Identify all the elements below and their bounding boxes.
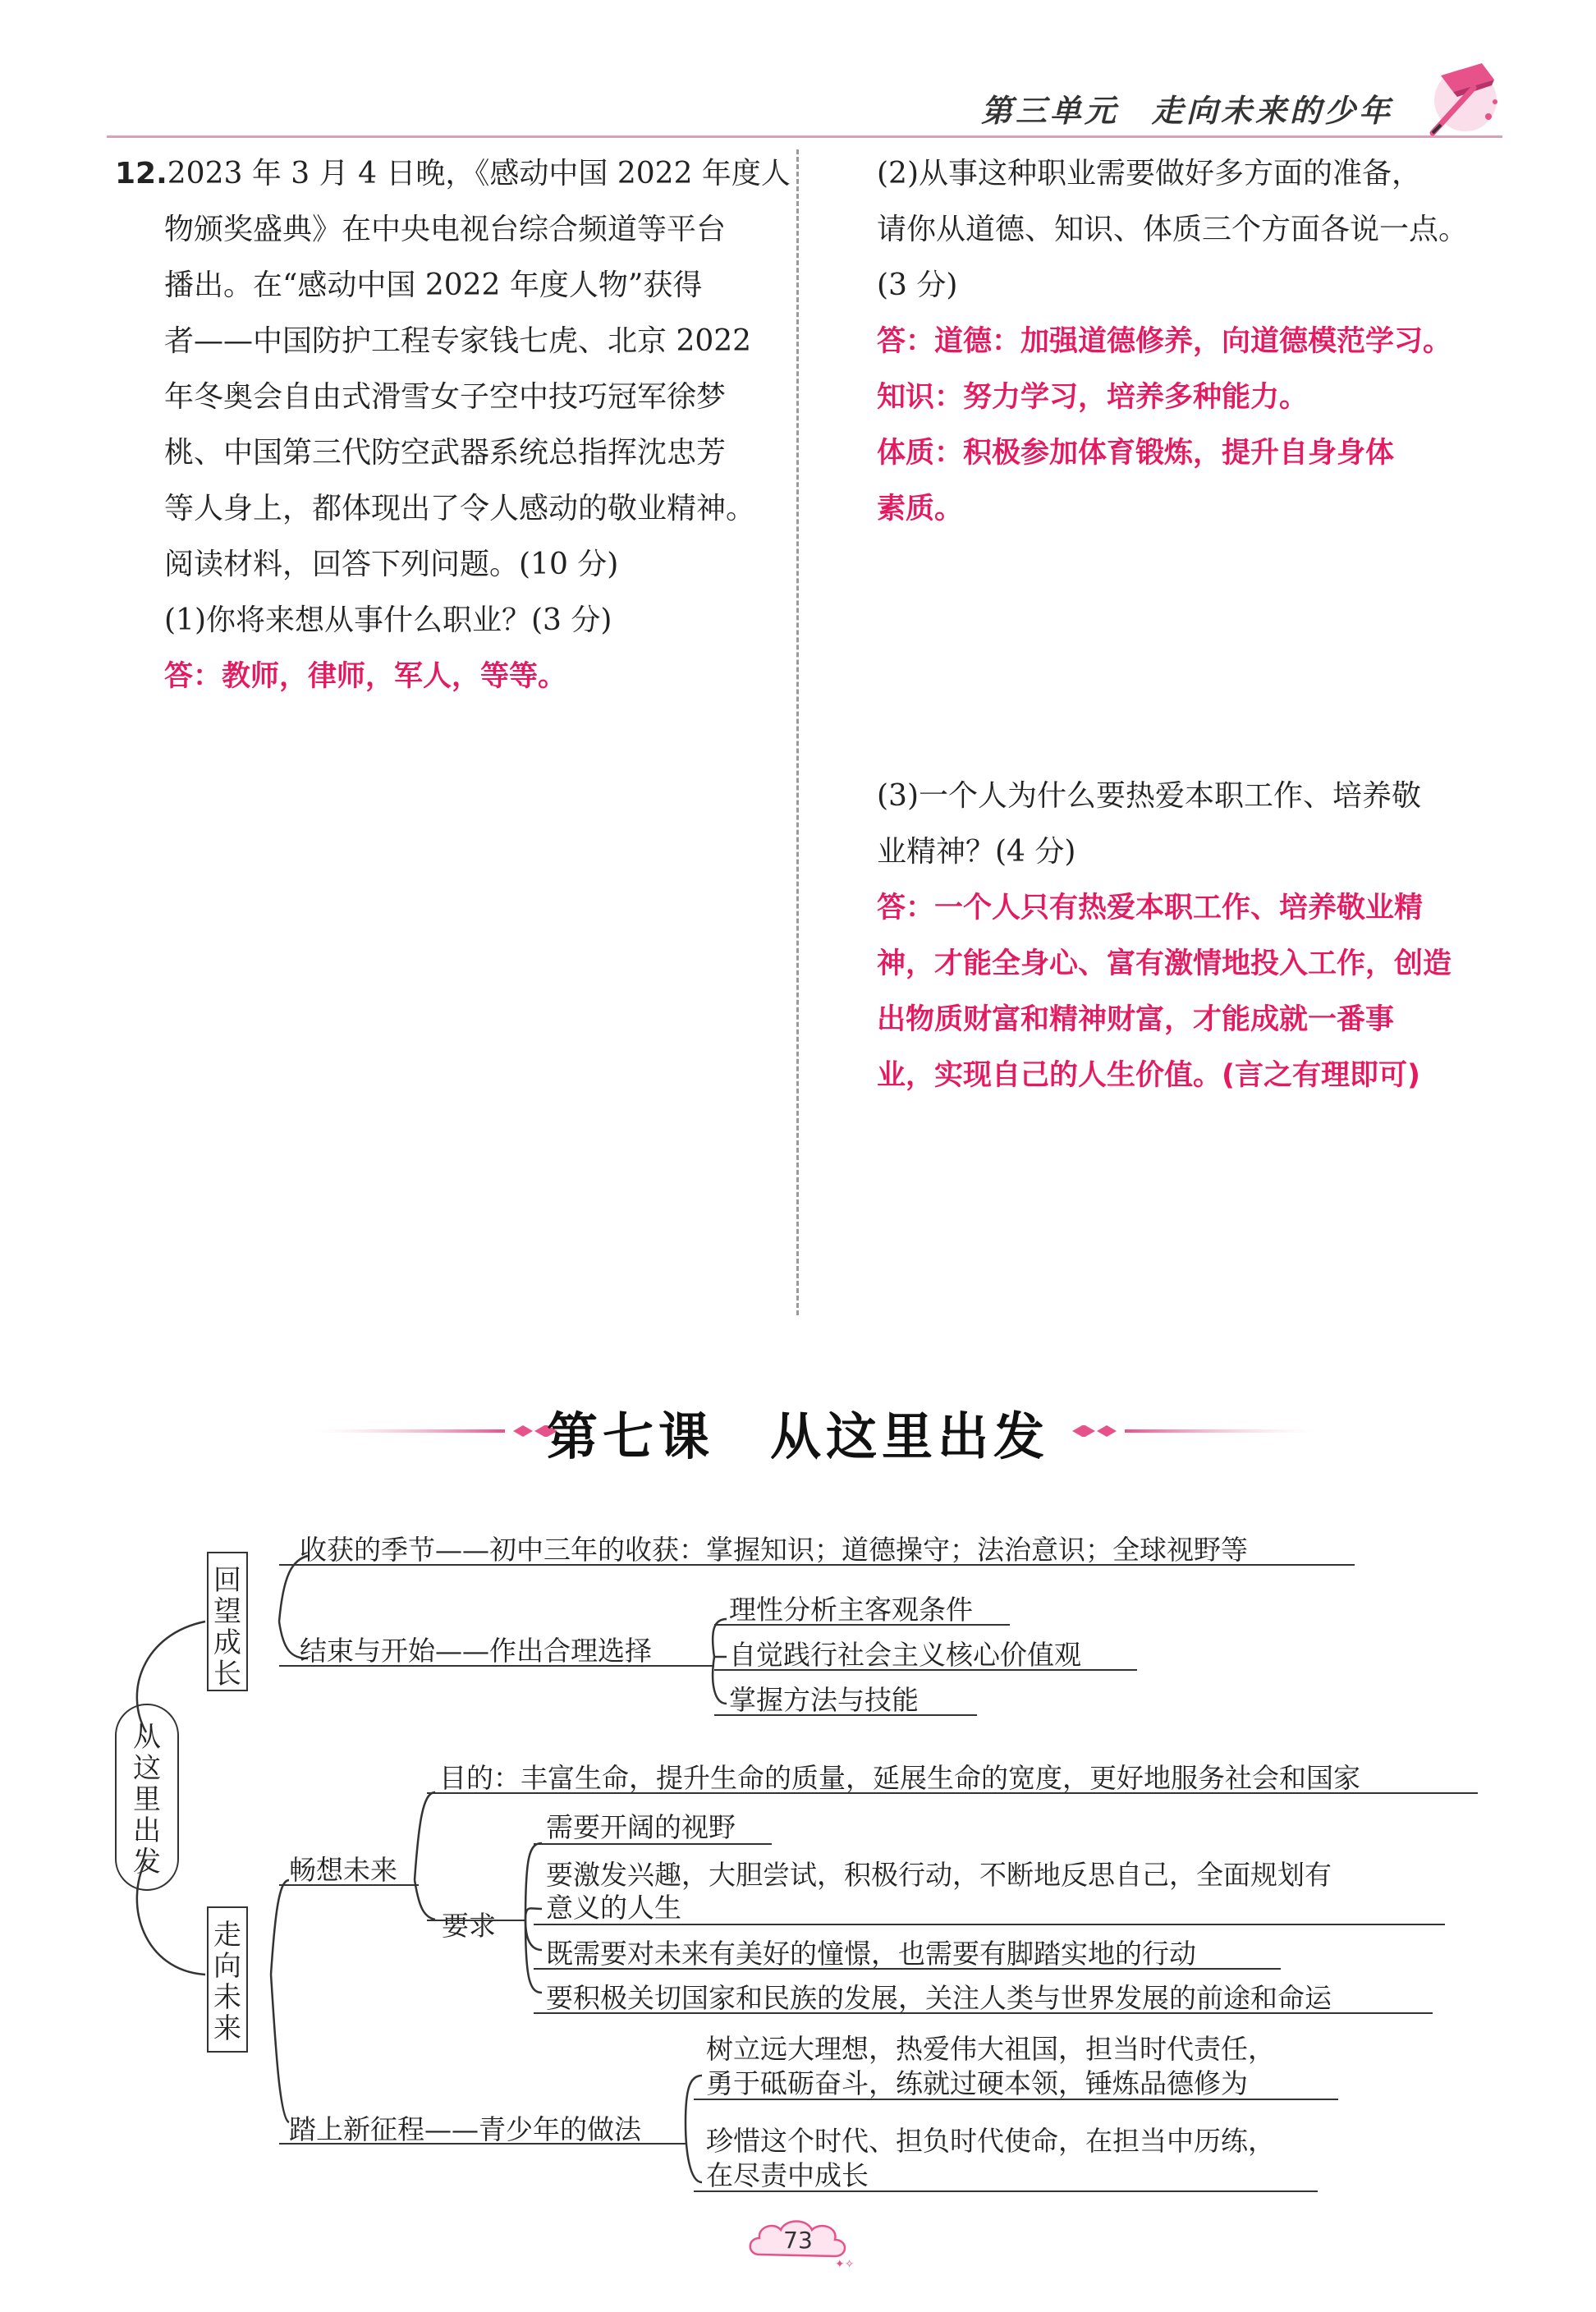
header-unit: 第三单元 — [981, 92, 1120, 129]
mindmap-journey: 踏上新征程——青少年的做法 — [289, 2113, 641, 2145]
answer-2-line-3: 体质：积极参加体育锻炼，提升自身身体 — [877, 437, 1395, 470]
mindmap-journey-2a: 珍惜这个时代、担负时代使命，在担当中历练， — [706, 2125, 1275, 2157]
mindmap-purpose: 目的：丰富生命，提升生命的质量，延展生命的宽度，更好地服务社会和国家 — [439, 1762, 1360, 1794]
question-stem-line-5: 年冬奥会自由式滑雪女子空中技巧冠军徐梦 — [164, 380, 727, 414]
answer-1: 答：教师，律师，军人，等等。 — [164, 660, 567, 693]
answer-2-line-4: 素质。 — [877, 493, 964, 525]
mindmap-req-4: 要积极关切国家和民族的发展，关注人类与世界发展的前途和命运 — [546, 1982, 1332, 2014]
mindmap-line — [279, 1665, 714, 1667]
question-stem-line-1: 12.2023 年 3 月 4 日晚，《感动中国 2022 年度人 — [115, 157, 791, 190]
answer-3-line-1: 答：一个人只有热爱本职工作、培养敬业精 — [877, 892, 1424, 924]
question-stem-line-3: 播出。在“感动中国 2022 年度人物”获得 — [164, 268, 703, 302]
mindmap-harvest: 收获的季节——初中三年的收获：掌握知识；道德操守；法治意识；全球视野等 — [300, 1534, 1248, 1566]
mindmap-choice-2: 自觉践行社会主义核心价值观 — [729, 1639, 1081, 1671]
mindmap-journey-2b: 在尽责中成长 — [706, 2159, 869, 2191]
mindmap-imagine-future: 畅想未来 — [289, 1854, 397, 1886]
page-number: 73 — [783, 2227, 813, 2254]
header-unit-title: 走向未来的少年 — [1152, 92, 1394, 129]
question-stem-line-6: 桃、中国第三代防空武器系统总指挥沈忠芳 — [164, 436, 727, 470]
mindmap-line — [694, 2190, 1318, 2192]
sub-question-3-line-2: 业精神？(4 分) — [877, 835, 1076, 869]
mindmap-line — [279, 1564, 1355, 1566]
answer-3-line-2: 神，才能全身心、富有激情地投入工作，创造 — [877, 947, 1452, 980]
mindmap-line — [534, 2012, 1433, 2014]
mindmap-root: 从 这 里 出 发 — [115, 1704, 179, 1891]
mindmap-line — [714, 1714, 977, 1716]
mindmap-line — [427, 1792, 1478, 1794]
mindmap-choice-3: 掌握方法与技能 — [729, 1684, 919, 1716]
sub-question-2-line-2: 请你从道德、知识、体质三个方面各说一点。 — [877, 213, 1469, 246]
answer-2-line-1: 答：道德：加强道德修养，向道德模范学习。 — [877, 325, 1452, 358]
mindmap-req-1: 需要开阔的视野 — [546, 1811, 736, 1843]
mindmap-line — [534, 1968, 1281, 1970]
mindmap-choice-1: 理性分析主客观条件 — [729, 1594, 973, 1626]
mindmap-line — [534, 1924, 1445, 1925]
mindmap-line — [279, 2143, 686, 2145]
mindmap-req-2a: 要激发兴趣，大胆尝试，积极行动，不断地反思自己，全面规划有 — [546, 1859, 1332, 1891]
question-stem-line-8: 阅读材料，回答下列问题。(10 分) — [164, 548, 619, 581]
sub-question-1: (1)你将来想从事什么职业？(3 分) — [164, 603, 612, 637]
mindmap-requirements-label: 要求 — [442, 1910, 496, 1942]
question-stem-line-4: 者——中国防护工程专家钱七虎、北京 2022 — [164, 324, 752, 358]
sub-question-2-line-3: (3 分) — [877, 268, 958, 302]
mindmap-line — [427, 1920, 525, 1921]
mindmap-branch-toward-future: 走 向 未 来 — [207, 1906, 248, 2053]
svg-text:✦✧: ✦✧ — [835, 2258, 854, 2271]
question-stem-line-7: 等人身上，都体现出了令人感动的敬业精神。 — [164, 492, 756, 525]
mindmap-line — [534, 1843, 772, 1845]
mindmap-line — [714, 1669, 1137, 1671]
question-stem-line-2: 物颁奖盛典》在中央电视台综合频道等平台 — [164, 213, 727, 246]
question-number: 12. — [115, 157, 167, 190]
mindmap-line — [279, 1884, 419, 1886]
lesson-title: 第七课 从这里出发 — [546, 1406, 1049, 1466]
mindmap-line — [694, 2099, 1338, 2100]
mindmap-branch-review-growth: 回 望 成 长 — [207, 1552, 248, 1691]
answer-2-line-2: 知识：努力学习，培养多种能力。 — [877, 381, 1309, 414]
mindmap-req-2b: 意义的人生 — [546, 1892, 681, 1924]
answer-3-line-3: 出物质财富和精神财富，才能成就一番事 — [877, 1003, 1395, 1036]
mindmap-journey-1b: 勇于砥砺奋斗，练就过硬本领，锤炼品德修为 — [706, 2067, 1248, 2099]
mindmap-end-start: 结束与开始——作出合理选择 — [300, 1635, 652, 1667]
mindmap-req-3: 既需要对未来有美好的憧憬，也需要有脚踏实地的行动 — [546, 1938, 1196, 1970]
answer-3-line-4: 业，实现自己的人生价值。(言之有理即可) — [877, 1059, 1420, 1092]
mindmap-line — [714, 1624, 1010, 1626]
sub-question-2-line-1: (2)从事这种职业需要做好多方面的准备， — [877, 157, 1421, 190]
sub-question-3-line-1: (3)一个人为什么要热爱本职工作、培养敬 — [877, 779, 1421, 813]
mindmap-journey-1a: 树立远大理想，热爱伟大祖国，担当时代责任， — [706, 2033, 1275, 2065]
